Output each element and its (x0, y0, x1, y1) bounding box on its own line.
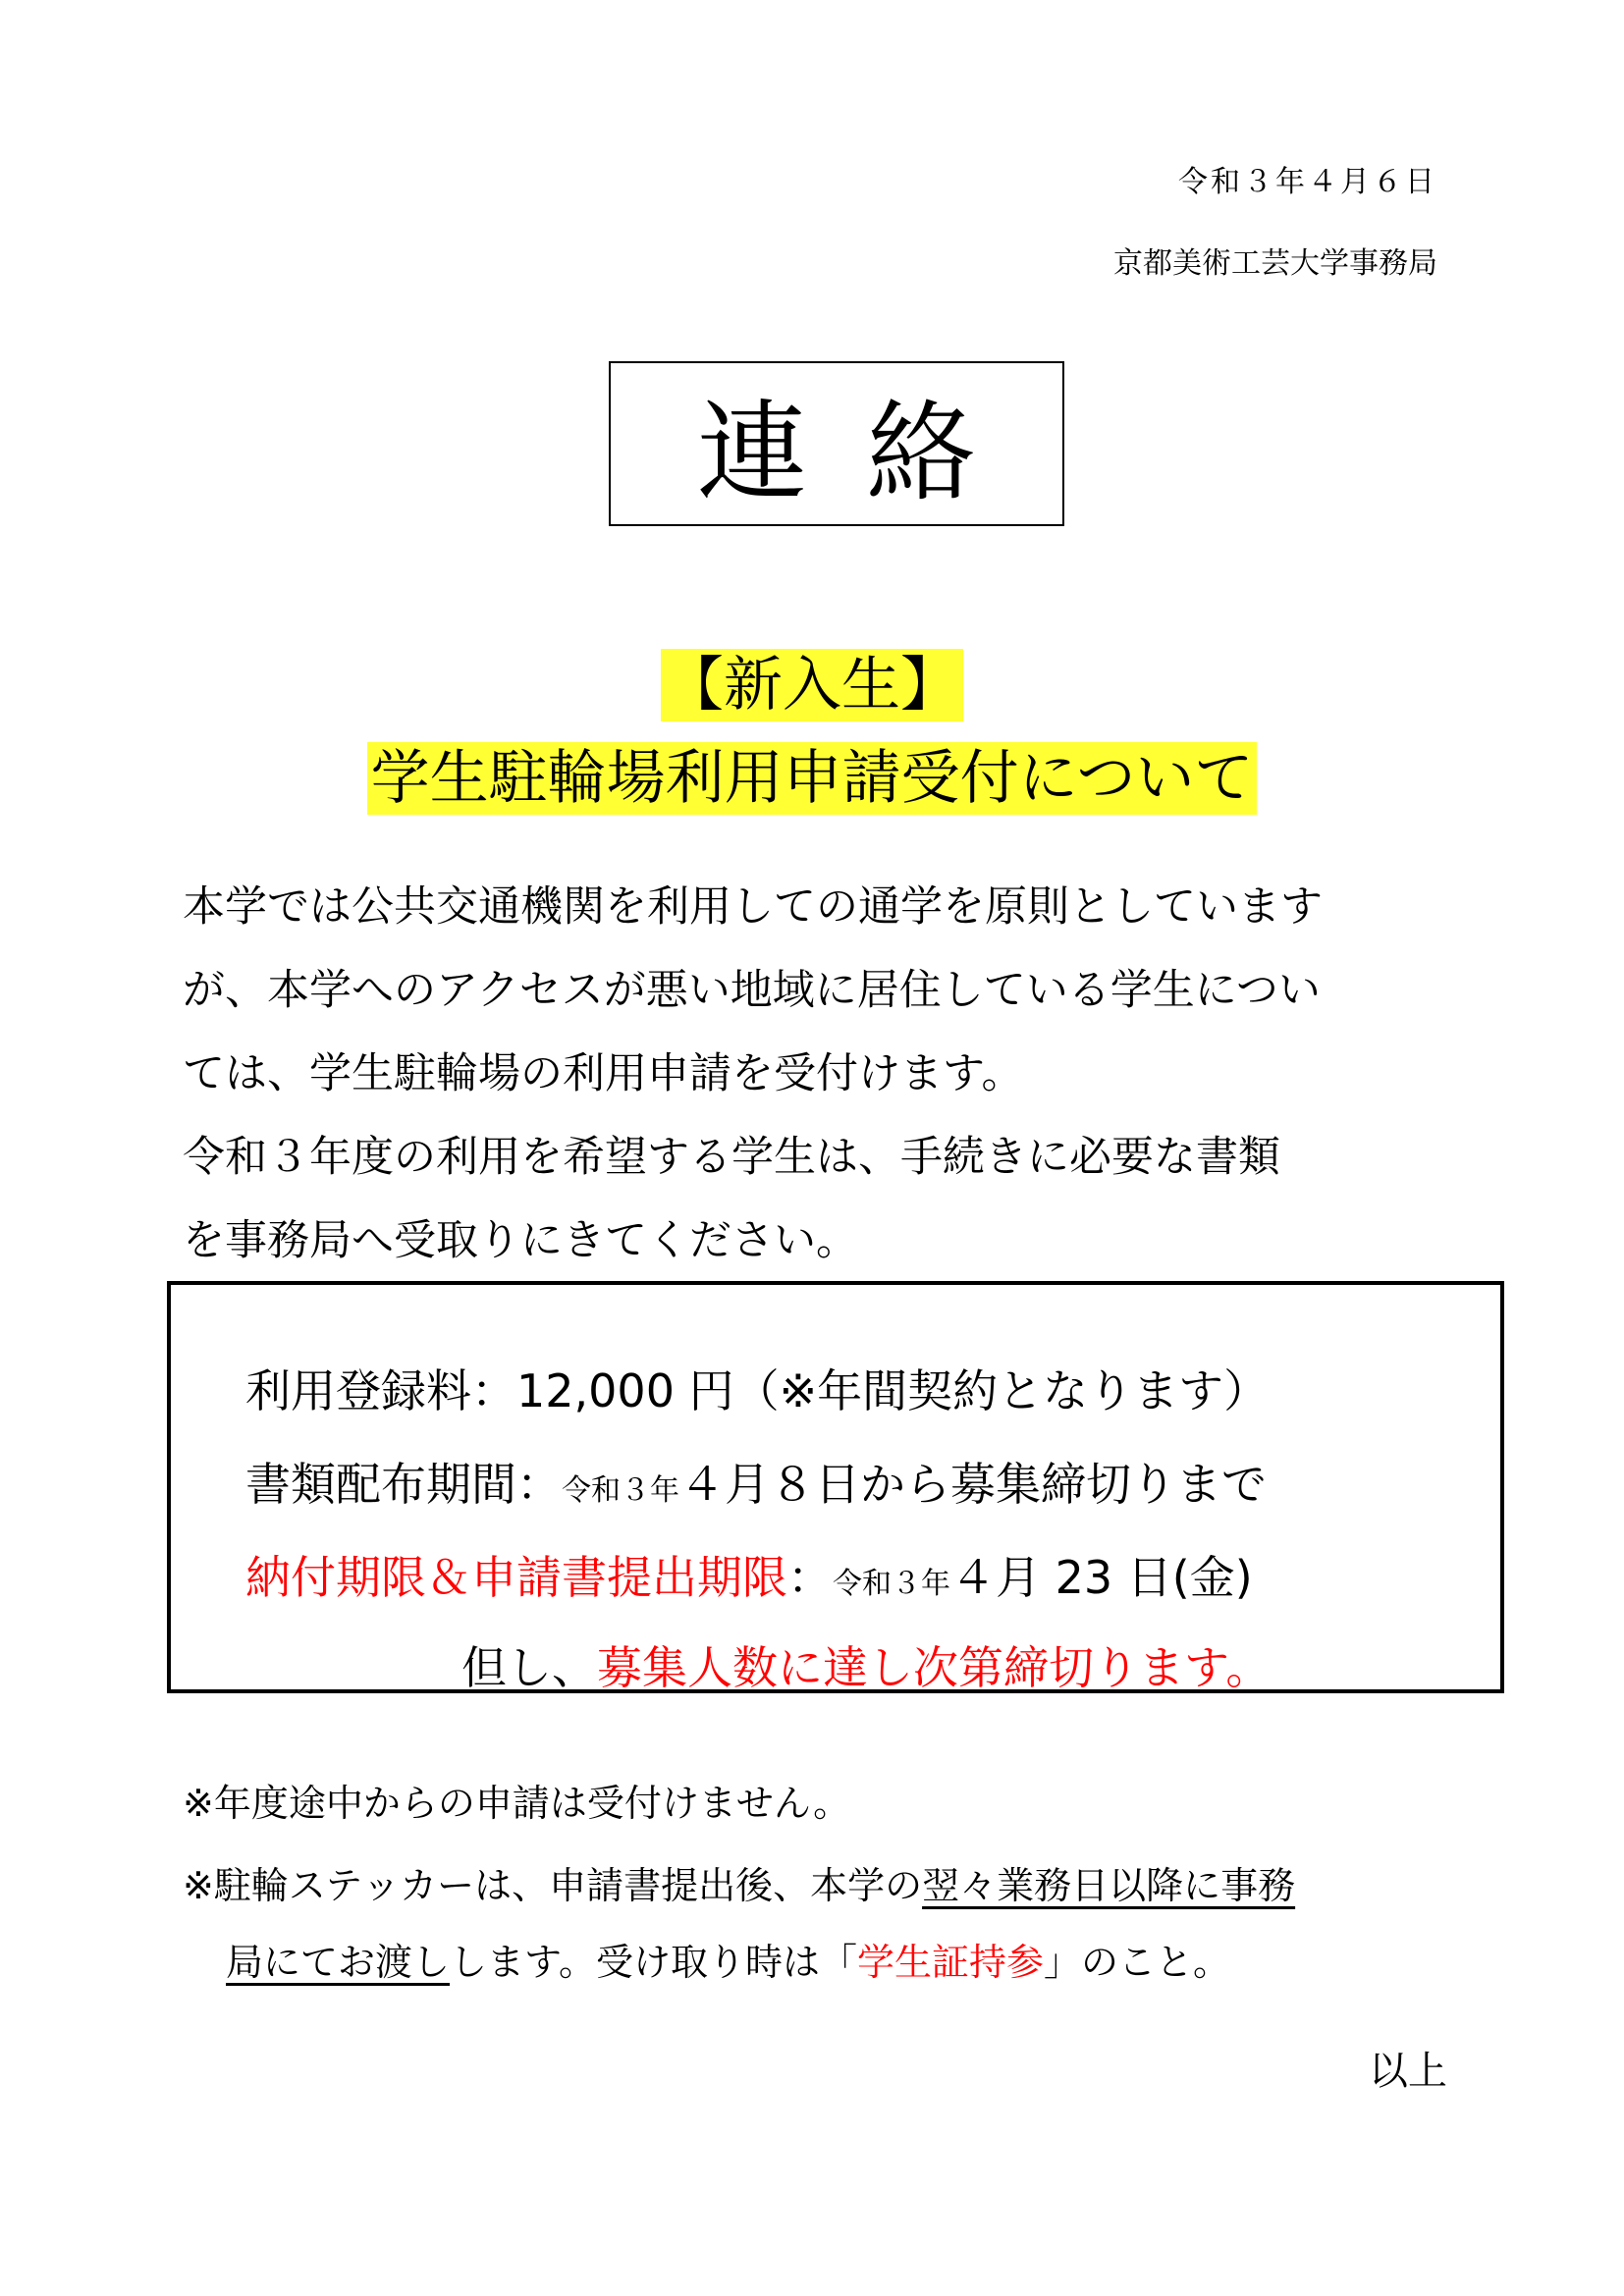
note-sticker-underlined: 翌々業務日以降に事務 (922, 1864, 1296, 1907)
info-box (167, 1281, 1504, 1693)
capacity-note-line (461, 1632, 1271, 1697)
period-colon: ： (516, 1458, 562, 1511)
fee-value: ：12,000 円（※年間契約となります） (471, 1364, 1270, 1417)
fee-label: 利用登録料 (245, 1364, 471, 1417)
capacity-note-warning: 募集人数に達し次第締切ります。 (597, 1641, 1272, 1694)
deadline-line (245, 1542, 1253, 1607)
note-mid-year: ※年度途中からの申請は受付けません。 (183, 1782, 851, 1825)
deadline-colon: ： (787, 1551, 833, 1604)
deadline-label: 納付期限＆申請書提出期限 (245, 1551, 787, 1604)
issuing-office: 京都美術工芸大学事務局 (1113, 246, 1437, 281)
distribution-period-line (245, 1449, 1267, 1514)
headline-subject (0, 731, 1624, 816)
closing-mark: 以上 (1369, 2049, 1447, 2094)
body-paragraph (183, 866, 1459, 1283)
body-line: を事務局へ受取りにきてください。 (183, 1216, 858, 1265)
fee-line (245, 1356, 1269, 1420)
note-sticker-continued (226, 1932, 1230, 1986)
note-handover-text: します。受け取り時は「 (450, 1941, 857, 1984)
body-line: 本学では公共交通機関を利用しての通学を原則としています (183, 882, 1323, 932)
note-handover-end: 」のこと。 (1044, 1941, 1231, 1984)
body-line: 令和３年度の利用を希望する学生は、手続きに必要な書類 (183, 1133, 1280, 1182)
period-value: ４月８日から募集締切りまで (679, 1458, 1267, 1511)
headline-subject-text: 学生駐輪場利用申請受付について (367, 742, 1258, 815)
headline-category (0, 638, 1624, 722)
period-label: 書類配布期間 (245, 1458, 516, 1511)
deadline-era: 令和３年 (833, 1567, 950, 1601)
notice-title: 連絡 (609, 361, 1064, 526)
note-handover-underlined: 局にてお渡し (226, 1941, 451, 1984)
headline-category-text: 【新入生】 (661, 649, 963, 721)
note-sticker (183, 1855, 1295, 1909)
note-sticker-text: ※駐輪ステッカーは、申請書提出後、本学の (183, 1864, 923, 1907)
capacity-note-prefix: 但し、 (461, 1641, 597, 1694)
deadline-value: ４月 23 日(金) (950, 1551, 1253, 1604)
body-line: ては、学生駐輪場の利用申請を受付けます。 (183, 1049, 1024, 1098)
document-date: 令和３年４月６日 (1178, 165, 1437, 199)
period-era: 令和３年 (562, 1473, 679, 1508)
note-student-id: 学生証持参 (856, 1941, 1044, 1984)
body-line: が、本学へのアクセスが悪い地域に居住している学生につい (183, 966, 1321, 1015)
